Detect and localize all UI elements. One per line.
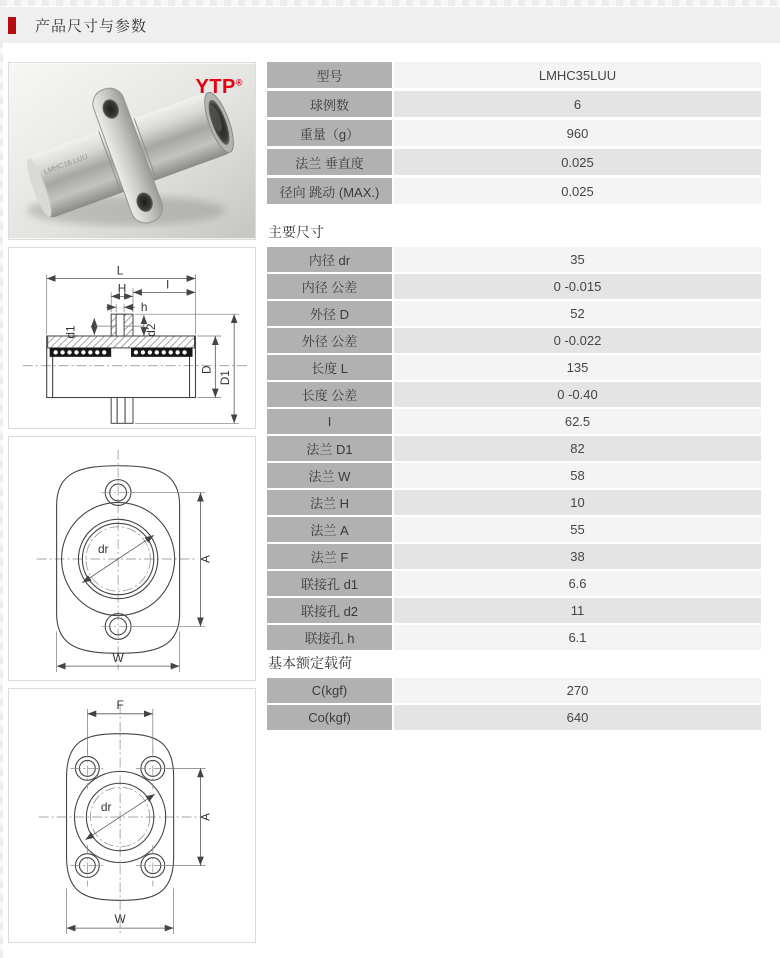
dim-label-I: I xyxy=(166,277,170,292)
spec-label: I xyxy=(267,409,392,434)
drawing-front-four-hole xyxy=(8,688,256,943)
spec-row xyxy=(267,355,761,380)
spec-column xyxy=(267,62,761,950)
dim-label-D: D xyxy=(199,365,214,375)
spec-row xyxy=(267,247,761,272)
spec-row xyxy=(267,436,761,461)
spec-value: 0 -0.40 xyxy=(394,382,761,407)
spec-value: 640 xyxy=(394,705,761,730)
main-dimensions-table xyxy=(267,247,761,650)
spec-label: 外径 公差 xyxy=(267,328,392,353)
side-section-svg xyxy=(9,248,255,428)
spec-value: LMHC35LUU xyxy=(394,62,761,88)
product-photo xyxy=(8,62,256,240)
dim-label-A: A xyxy=(198,555,213,563)
spec-value: 52 xyxy=(394,301,761,326)
dim-label-W: W xyxy=(112,651,124,666)
spec-row xyxy=(267,705,761,730)
spec-label: 法兰 W xyxy=(267,463,392,488)
dim-label-h: h xyxy=(140,300,148,315)
spec-row xyxy=(267,517,761,542)
spec-value: 6.1 xyxy=(394,625,761,650)
spec-label: 内径 公差 xyxy=(267,274,392,299)
page-bg-pattern-top xyxy=(0,0,780,6)
spec-value: 6.6 xyxy=(394,571,761,596)
spec-value: 0 -0.015 xyxy=(394,274,761,299)
spec-label: 法兰 D1 xyxy=(267,436,392,461)
spec-value: 38 xyxy=(394,544,761,569)
spec-value: 135 xyxy=(394,355,761,380)
spec-label: 法兰 垂直度 xyxy=(267,149,392,175)
brand-text: YTP xyxy=(195,76,236,98)
spec-value: 0.025 xyxy=(394,178,761,204)
spec-value: 0.025 xyxy=(394,149,761,175)
spec-value: 35 xyxy=(394,247,761,272)
spec-label: Co(kgf) xyxy=(267,705,392,730)
content-area xyxy=(0,43,780,950)
dim-label-H: H xyxy=(117,281,127,296)
spec-label: 重量（g） xyxy=(267,120,392,146)
spec-row xyxy=(267,120,761,146)
ytp-brand-logo xyxy=(195,77,243,97)
dim-label-dr: dr xyxy=(100,800,112,815)
spec-value: 960 xyxy=(394,120,761,146)
spec-label: 型号 xyxy=(267,62,392,88)
spec-label: 联接孔 h xyxy=(267,625,392,650)
dim-label-L: L xyxy=(116,263,124,278)
section-title-load-ratings: 基本额定载荷 xyxy=(268,655,352,671)
spec-label: 法兰 F xyxy=(267,544,392,569)
spec-value: 270 xyxy=(394,678,761,703)
spec-value: 11 xyxy=(394,598,761,623)
spec-row xyxy=(267,62,761,88)
spec-value: 10 xyxy=(394,490,761,515)
dim-label-F: F xyxy=(116,697,124,712)
page-title: 产品尺寸与参数 xyxy=(35,17,148,35)
spec-label: 球例数 xyxy=(267,91,392,117)
engraving-text: LMHC16 LUU xyxy=(42,151,89,177)
spec-label: 联接孔 d1 xyxy=(267,571,392,596)
load-ratings-table xyxy=(267,678,761,730)
spec-row xyxy=(267,544,761,569)
model-spec-table xyxy=(267,62,761,204)
dim-label-dr: dr xyxy=(97,542,109,557)
spec-row xyxy=(267,149,761,175)
spec-row xyxy=(267,490,761,515)
dim-label-d2: d2 xyxy=(143,323,158,337)
spec-row xyxy=(267,274,761,299)
dim-label-d1: d1 xyxy=(63,325,78,339)
red-accent-bar xyxy=(8,17,16,34)
spec-row xyxy=(267,301,761,326)
spec-value: 0 -0.022 xyxy=(394,328,761,353)
spec-label: 法兰 A xyxy=(267,517,392,542)
spec-value: 62.5 xyxy=(394,409,761,434)
spec-label: 内径 dr xyxy=(267,247,392,272)
spec-label: C(kgf) xyxy=(267,678,392,703)
spec-value: 58 xyxy=(394,463,761,488)
spec-label: 长度 L xyxy=(267,355,392,380)
image-column xyxy=(8,62,258,950)
dim-label-A: A xyxy=(198,813,213,821)
spec-label: 法兰 H xyxy=(267,490,392,515)
spec-label: 长度 公差 xyxy=(267,382,392,407)
registered-mark: ® xyxy=(235,77,243,88)
section-header xyxy=(0,7,780,43)
spec-row xyxy=(267,571,761,596)
spec-row xyxy=(267,328,761,353)
dim-label-D1: D1 xyxy=(218,370,233,386)
spec-value: 6 xyxy=(394,91,761,117)
spec-row xyxy=(267,409,761,434)
spec-row xyxy=(267,463,761,488)
spec-value: 55 xyxy=(394,517,761,542)
spec-row xyxy=(267,91,761,117)
front-two-hole-svg xyxy=(9,437,255,680)
spec-label: 径向 跳动 (MAX.) xyxy=(267,178,392,204)
spec-row xyxy=(267,178,761,204)
section-title-main-dimensions: 主要尺寸 xyxy=(268,224,324,240)
spec-row xyxy=(267,598,761,623)
spec-row xyxy=(267,382,761,407)
spec-value: 82 xyxy=(394,436,761,461)
spec-label: 外径 D xyxy=(267,301,392,326)
spec-label: 联接孔 d2 xyxy=(267,598,392,623)
drawing-side-section xyxy=(8,247,256,429)
dim-label-W: W xyxy=(114,912,126,927)
drawing-front-two-hole xyxy=(8,436,256,681)
spec-row xyxy=(267,625,761,650)
front-four-hole-svg xyxy=(9,689,255,942)
spec-row xyxy=(267,678,761,703)
